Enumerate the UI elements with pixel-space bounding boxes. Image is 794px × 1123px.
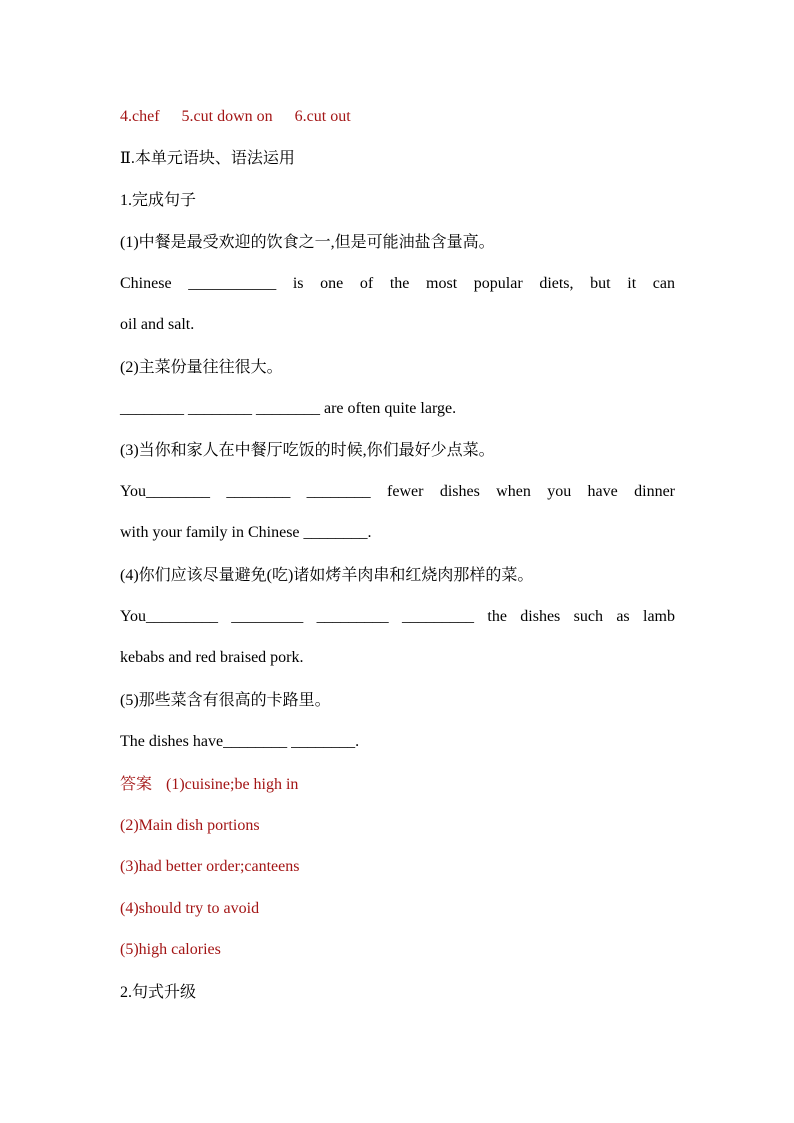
- answer-line-1: [120, 774, 675, 796]
- question-3-english-line-2: with your family in Chinese ________.: [120, 524, 372, 541]
- question-2-chinese: (2)主菜份量往往很大。: [120, 359, 283, 376]
- question-3-english-line-1: You________ ________ ________ fewer dishes when you have dinner: [120, 483, 675, 500]
- previous-answers: [120, 106, 675, 128]
- question-1-chinese: (1)中餐是最受欢迎的饮食之一,但是可能油盐含量高。: [120, 234, 495, 251]
- answer-item-3: (3)had better order;canteens: [120, 858, 300, 875]
- part2-title: 2.句式升级: [120, 984, 197, 1001]
- answer-item-1: (1)cuisine;be high in: [166, 776, 299, 793]
- answer-item-2: (2)Main dish portions: [120, 817, 260, 834]
- question-5-chinese: (5)那些菜含有很高的卡路里。: [120, 692, 331, 709]
- answer-4: 4.chef: [120, 108, 160, 125]
- question-4-chinese: (4)你们应该尽量避免(吃)诸如烤羊肉串和红烧肉那样的菜。: [120, 567, 534, 584]
- answer-item-5: (5)high calories: [120, 941, 221, 958]
- answer-6: 6.cut out: [294, 108, 351, 125]
- answer-item-4: (4)should try to avoid: [120, 900, 260, 917]
- part1-title: 1.完成句子: [120, 192, 197, 209]
- section-title: Ⅱ.本单元语块、语法运用: [120, 150, 295, 167]
- question-5-english-line-1: The dishes have________ ________.: [120, 733, 360, 750]
- question-4-english-line-1: You_________ _________ _________ _________ the dishes such as lamb: [120, 608, 675, 625]
- answer-label: 答案: [120, 776, 153, 793]
- question-1-english-line-1: Chinese ___________ is one of the most popular diets, but it can: [120, 275, 675, 292]
- answer-5: 5.cut down on: [181, 108, 273, 125]
- question-2-english-line-1: ________ ________ ________ are often quite large.: [120, 400, 457, 417]
- question-4-english-line-2: kebabs and red braised pork.: [120, 649, 304, 666]
- question-3-chinese: (3)当你和家人在中餐厅吃饭的时候,你们最好少点菜。: [120, 442, 495, 459]
- question-1-english-line-2: oil and salt.: [120, 316, 195, 333]
